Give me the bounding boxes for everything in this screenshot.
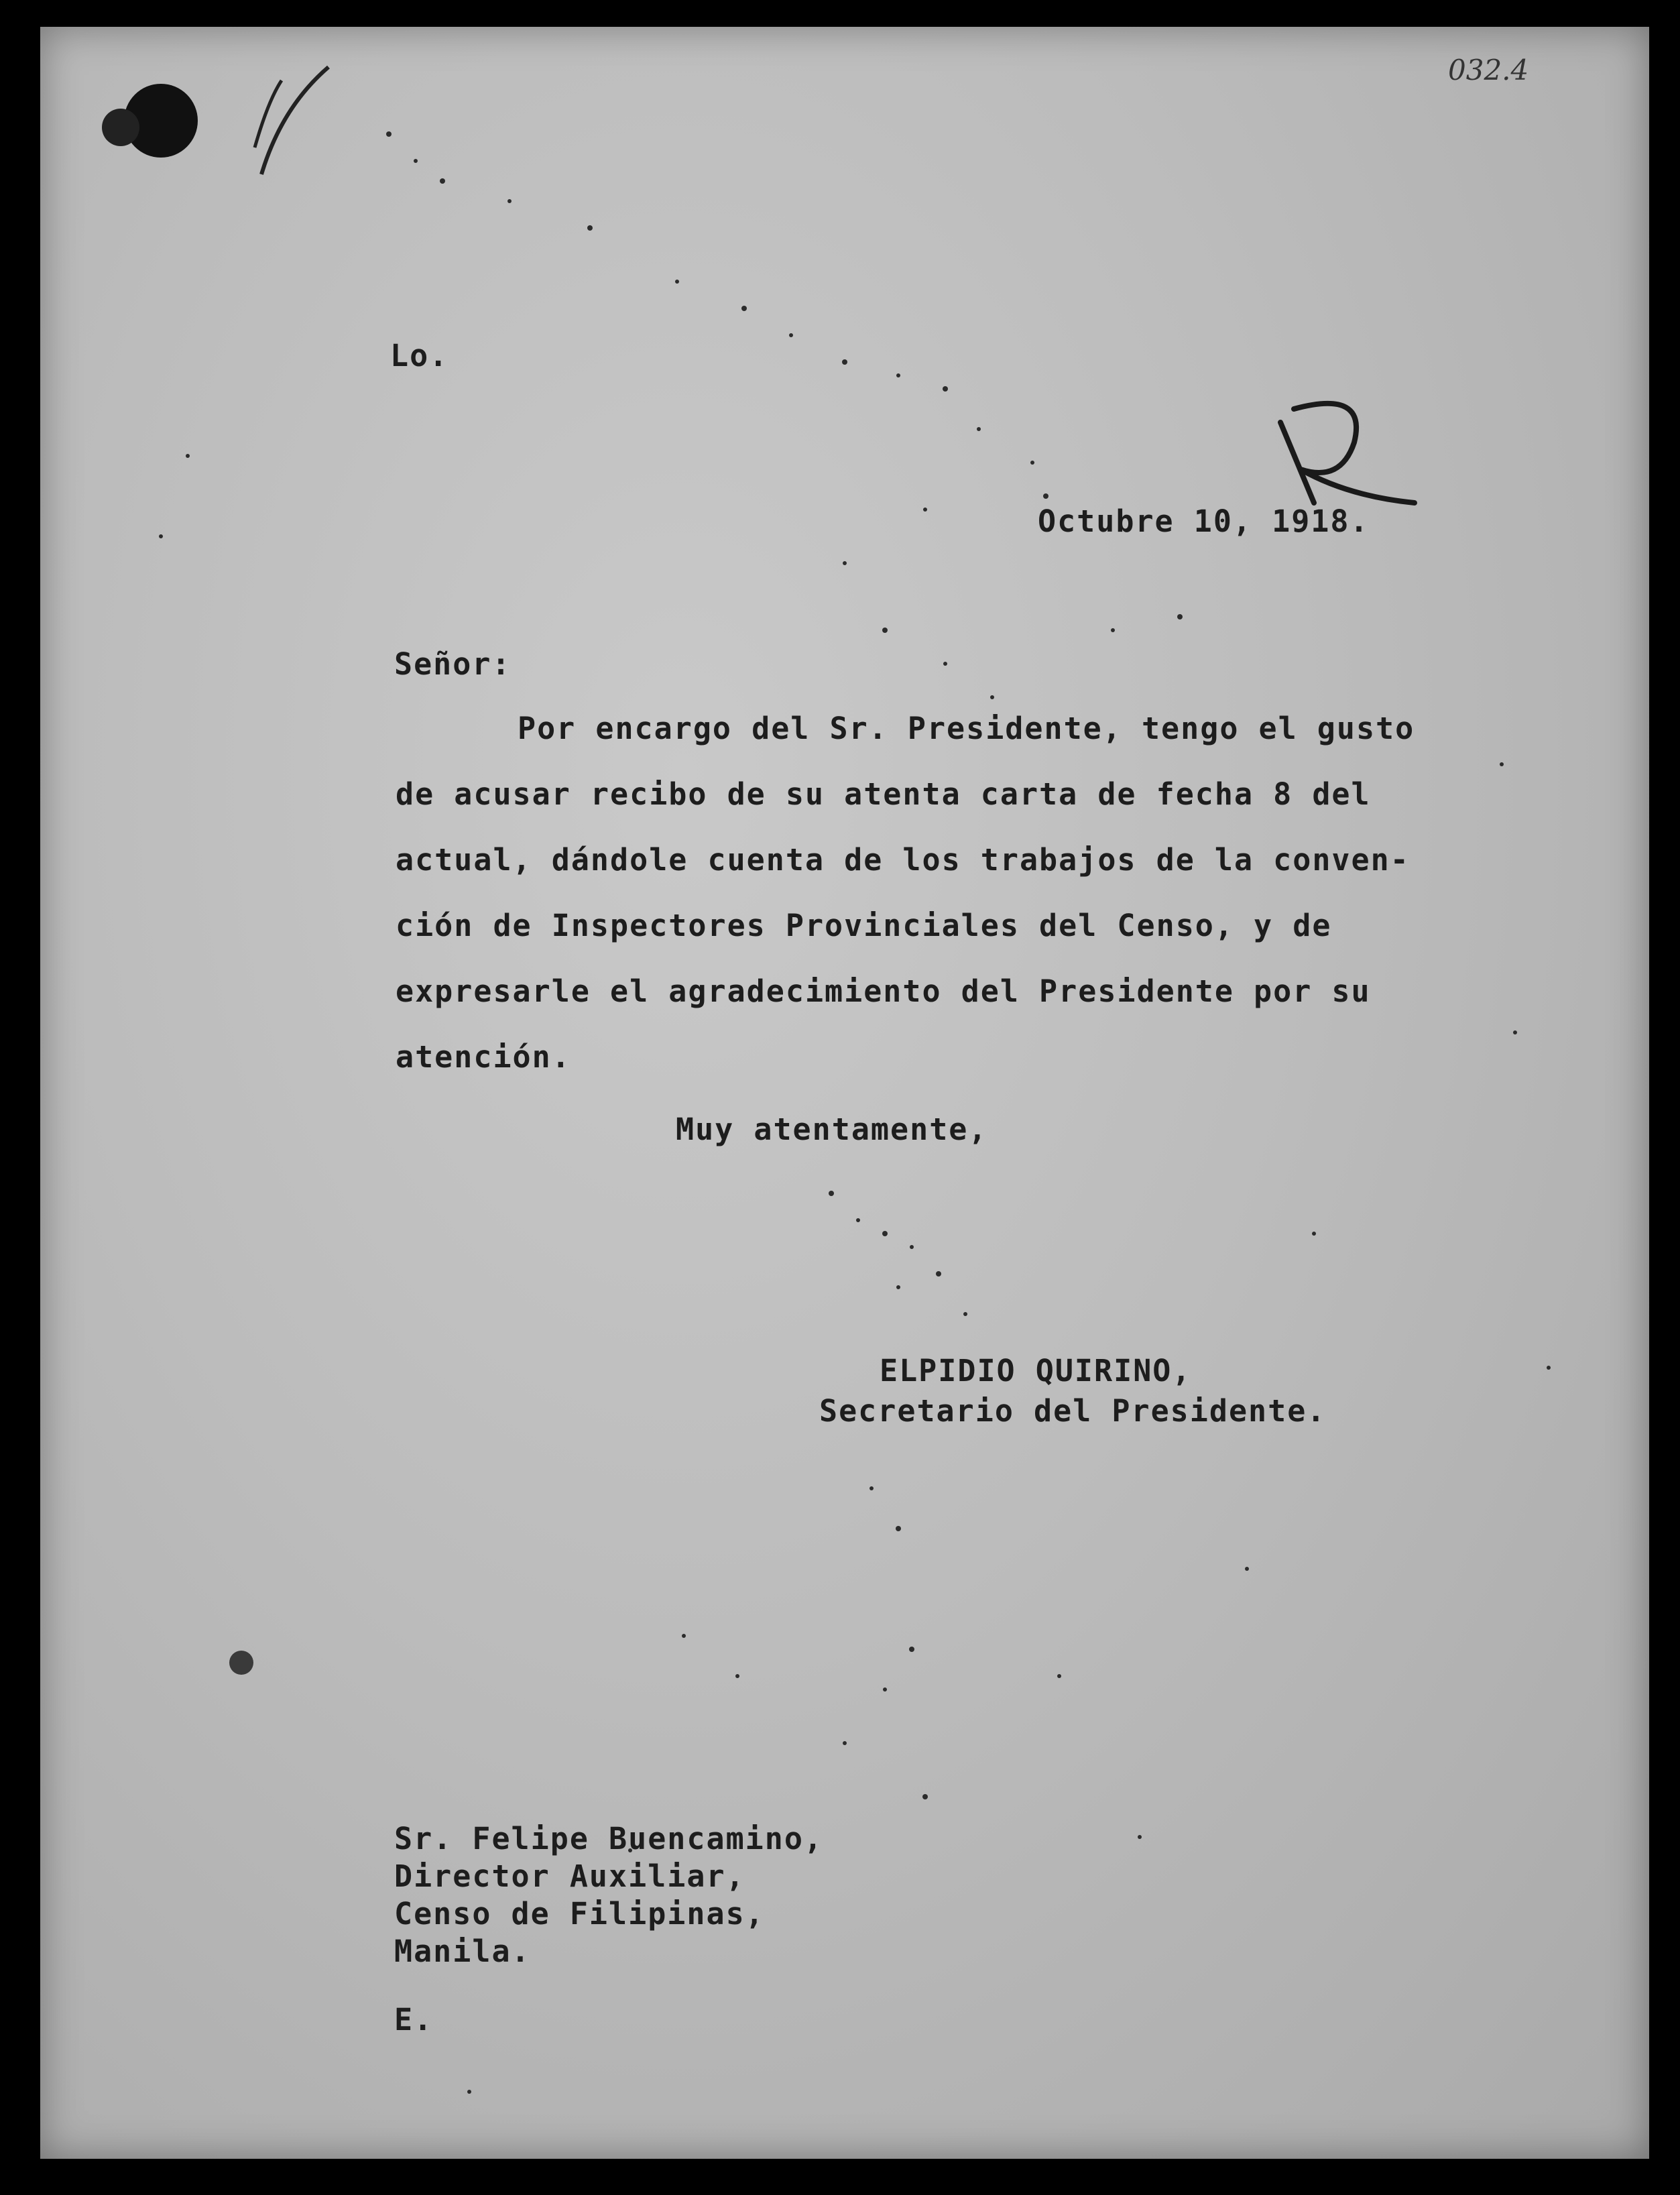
signature-name: ELPIDIO QUIRINO, — [880, 1353, 1192, 1388]
addressee-line-3: Censo de Filipinas, — [394, 1896, 765, 1932]
body-line-4: ción de Inspectores Provinciales del Censo, y de — [396, 908, 1332, 943]
letter-date: Octubre 10, 1918. — [1038, 503, 1370, 539]
letter-page — [40, 27, 1649, 2159]
signature-title: Secretario del Presidente. — [819, 1393, 1327, 1429]
footer-initial: E. — [394, 2002, 434, 2037]
body-line-3: actual, dándole cuenta de los trabajos de la conven- — [396, 842, 1410, 878]
body-line-2: de acusar recibo de su atenta carta de fecha 8 del — [396, 776, 1371, 812]
body-line-1: Por encargo del Sr. Presidente, tengo el gusto — [518, 711, 1415, 746]
reference-initials: Lo. — [390, 338, 449, 373]
closing: Muy atentamente, — [676, 1112, 988, 1147]
paper-speckle-texture — [40, 27, 1649, 2159]
addressee-line-1: Sr. Felipe Buencamino, — [394, 1821, 824, 1856]
archive-page-number-annotation: 032.4 — [1448, 54, 1529, 86]
addressee-line-2: Director Auxiliar, — [394, 1858, 745, 1894]
handwritten-r-mark-icon — [1254, 382, 1428, 516]
body-line-6: atención. — [396, 1039, 571, 1075]
body-line-5: expresarle el agradecimiento del Presidente por su — [396, 973, 1371, 1009]
salutation: Señor: — [394, 646, 512, 682]
addressee-line-4: Manila. — [394, 1934, 531, 1969]
